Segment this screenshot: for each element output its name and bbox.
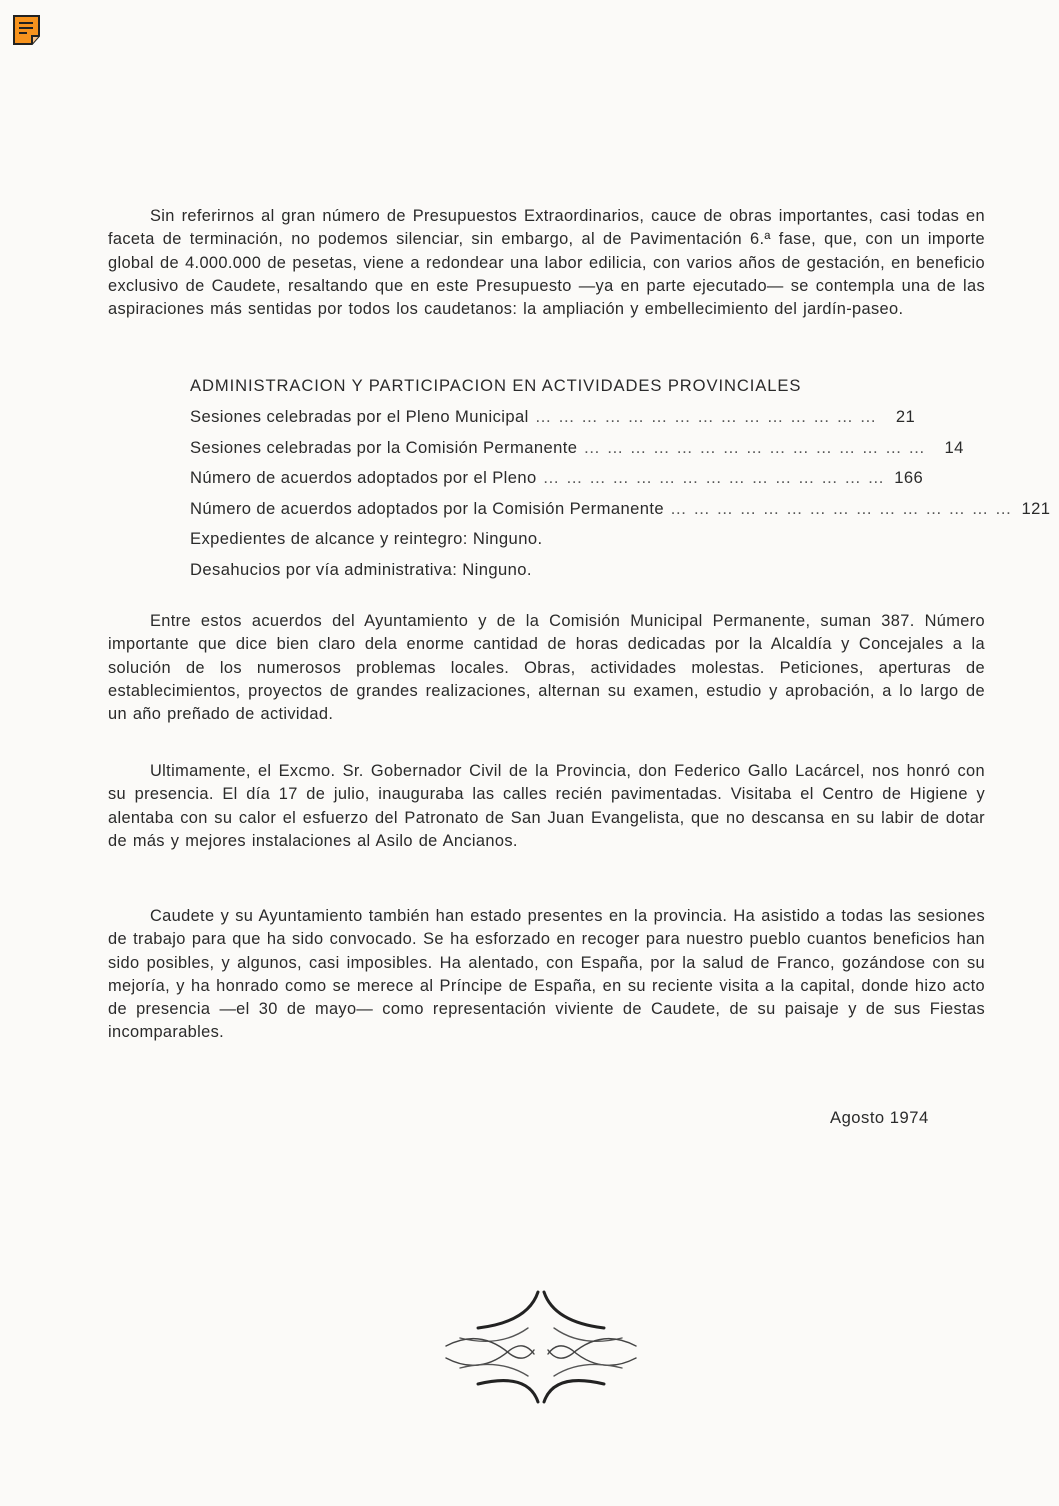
paragraph-presupuestos: Sin referirnos al gran número de Presupuestos Extraordinarios, cauce de obras importantes, casi todas en faceta de terminación, no podemos silenciar, sin embargo, al de Pavimentación 6.ª fase, que, con un importe global de 4.000.000 de pesetas, viene a redondear una labor edilicia, con varios años de gestación, en beneficio exclusivo de Caudete, resaltando que en este Presupuesto —ya en parte ejecutado— se contempla una de las aspiraciones más sentidas por todos los caudetanos: la ampliación y embellecimiento del jardín-paseo. <box>108 207 985 319</box>
paragraph-provincia: Caudete y su Ayuntamiento también han estado presentes en la provincia. Ha asistido a todas las sesiones de trabajo para que ha sido convocado. Se ha esforzado en recoger para nuestro pueblo cuantos beneficios han sido posibles, y algunos, casi imposibles. Ha alentado, con España, por la salud de Franco, gozándose con su mejoría, y ha honrado como se merece al Príncipe de España, en su reciente visita a la capital, donde hizo acto de presencia —el 30 de mayo— como representación viviente de Caudete, de su paisaje y de sus Fiestas incomparables. <box>108 907 985 1042</box>
stats-block <box>190 373 1051 588</box>
stats-title: ADMINISTRACION Y PARTICIPACION EN ACTIVIDADES PROVINCIALES <box>190 376 802 395</box>
stat-label: Sesiones celebradas por la Comisión Permanente <box>190 437 578 457</box>
decorative-curves-ornament <box>440 1288 642 1406</box>
paragraph-gobernador: Ultimamente, el Excmo. Sr. Gobernador Civil de la Provincia, don Federico Gallo Lacárcel, nos honró con su presencia. El día 17 de julio, inauguraba las calles recién pavimentadas. Visitaba el Centro de Higiene y alentaba con su calor el esfuerzo del Patronato de San Juan Evangelista, que no descansa en su labir de dotar de más y mejores instalaciones al Asilo de Ancianos. <box>108 762 985 850</box>
stat-note: Expedientes de alcance y reintegro: Ninguno. <box>190 529 543 549</box>
paragraph-acuerdos: Entre estos acuerdos del Ayuntamiento y de la Comisión Municipal Permanente, suman 387. Número importante que dice bien claro dela enorme cantidad de horas dedicadas por la Alcaldía y Concejales a la solución de los numerosos problemas locales. Obras, actividades molestas. Peticiones, aperturas de establecimientos, proyectos de grandes realizaciones, alternan su examen, estudio y aprobación, a lo largo de un año preñado de actividad. <box>108 612 985 724</box>
document-note-icon[interactable] <box>12 14 42 46</box>
leader-dots: … … … … … … … … … … … … … … … <box>669 498 1013 518</box>
stat-row <box>190 404 916 435</box>
stat-note: Desahucios por vía administrativa: Ninguno. <box>190 559 532 579</box>
stat-value: 166 <box>894 468 924 488</box>
stat-label: Sesiones celebradas por el Pleno Municipal <box>190 407 529 426</box>
stat-value: 21 <box>895 407 916 426</box>
stat-label: Número de acuerdos adoptados por la Comisión Permanente <box>190 498 664 518</box>
stat-label: Número de acuerdos adoptados por el Pleno <box>190 468 537 488</box>
stat-row <box>190 465 924 496</box>
stat-row <box>190 496 1051 527</box>
document-date: Agosto 1974 <box>830 1108 929 1127</box>
stat-row <box>190 435 964 466</box>
stat-value: 14 <box>944 437 964 457</box>
stat-value: 121 <box>1021 498 1051 518</box>
leader-dots: … … … … … … … … … … … … … … … <box>534 407 878 426</box>
leader-dots: … … … … … … … … … … … … … … … <box>583 437 926 457</box>
leader-dots: … … … … … … … … … … … … … … … <box>542 468 886 488</box>
